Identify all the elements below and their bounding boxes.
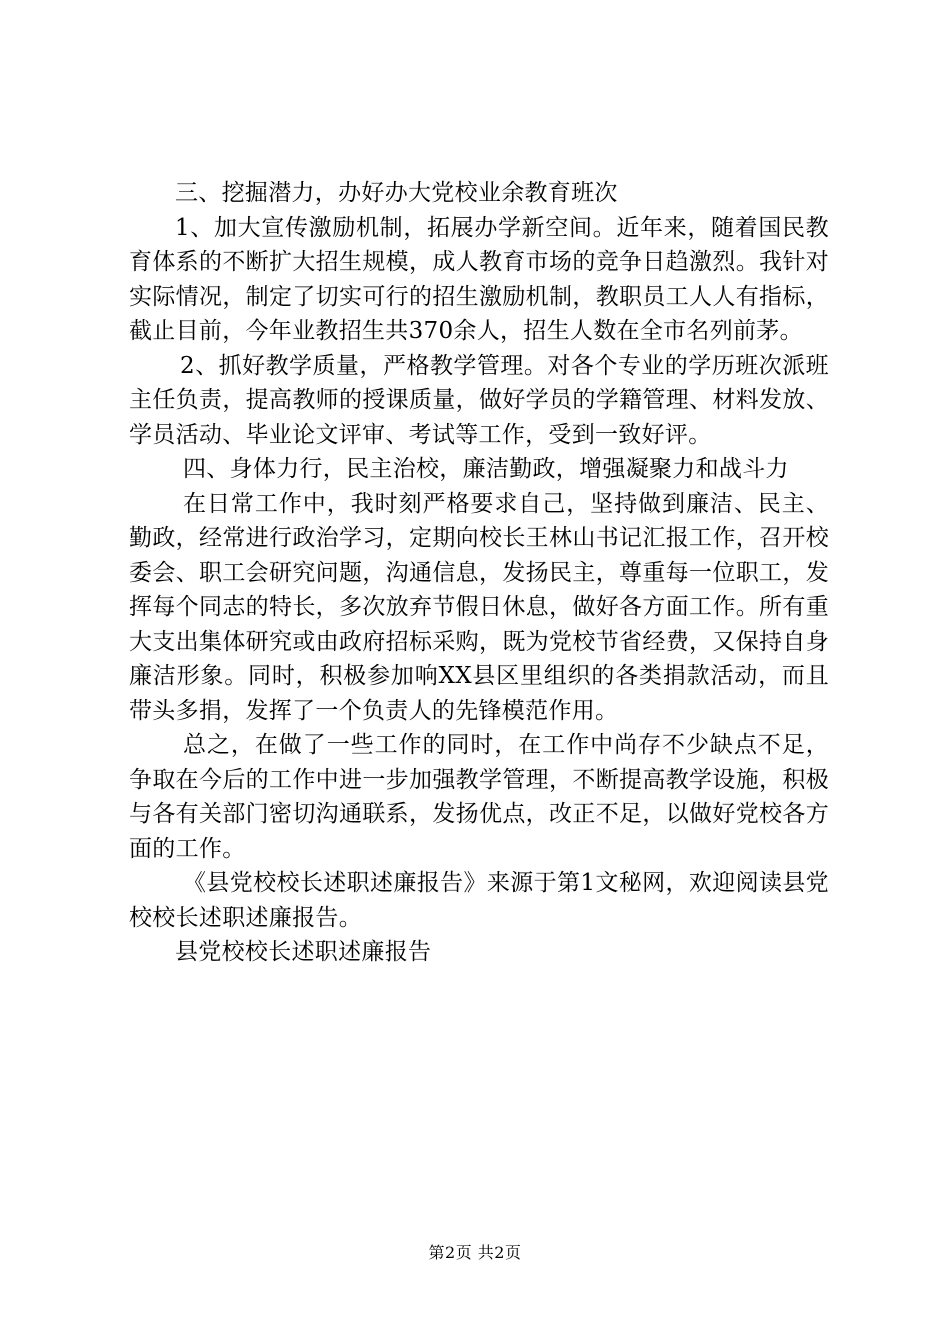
document-body bbox=[129, 176, 829, 970]
section-heading-4: 四、身体力行，民主治校，廉洁勤政，增强凝聚力和战斗力 bbox=[183, 456, 789, 482]
section-heading-3: 三、挖掘潜力，办好办大党校业余教育班次 bbox=[175, 180, 618, 206]
paragraph-closing-title: 县党校校长述职述廉报告 bbox=[175, 939, 432, 965]
paragraph-teaching-quality: 2、抓好教学质量，严格教学管理。对各个专业的学历班次派班主任负责，提高教师的授课质量，做好学员的学籍管理、材料发放、学员活动、毕业论文评审、考试等工作，受到一致好评。 bbox=[129, 352, 829, 448]
page-number-footer: 第2页 共2页 bbox=[428, 1243, 522, 1262]
paragraph-daily-work: 在日常工作中，我时刻严格要求自己，坚持做到廉洁、民主、勤政，经常进行政治学习，定期向校长王林山书记汇报工作，召开校委会、职工会研究问题，沟通信息，发扬民主，尊重每一位职工，发挥每个同志的特长，多次放弃节假日休息，做好各方面工作。所有重大支出集体研究或由政府招标采购，既为党校节省经费，又保持自身廉洁形象。同时，积极参加响XX县区里组织的各类捐款活动，而且带头多捐，发挥了一个负责人的先锋模范作用。 bbox=[129, 490, 829, 724]
paragraph-recruitment: 1、加大宣传激励机制，拓展办学新空间。近年来，随着国民教育体系的不断扩大招生规模，成人教育市场的竞争日趋激烈。我针对实际情况，制定了切实可行的招生激励机制，教职员工人人有指标，截止目前，今年业教招生共370余人，招生人数在全市名列前茅。 bbox=[129, 214, 829, 344]
paragraph-source-note: 《县党校校长述职述廉报告》来源于第1文秘网，欢迎阅读县党校校长述职述廉报告。 bbox=[129, 870, 829, 931]
paragraph-summary: 总之，在做了一些工作的同时，在工作中尚存不少缺点不足，争取在今后的工作中进一步加强教学管理，不断提高教学设施，积极与各有关部门密切沟通联系，发扬优点，改正不足，以做好党校各方面的工作。 bbox=[129, 732, 829, 862]
